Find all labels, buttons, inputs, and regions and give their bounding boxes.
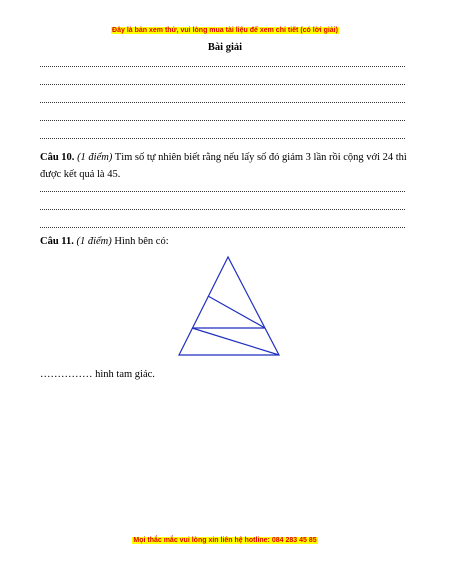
dotted-answer-line bbox=[40, 120, 405, 121]
dotted-answer-line bbox=[40, 191, 405, 192]
lower-diagonal-segment bbox=[192, 328, 279, 355]
question-10-text-line1: Tìm số tự nhiên biết rằng nếu lấy số đó giảm 3 lần rồi cộng với 24 thì bbox=[112, 152, 407, 163]
question-10-points: (1 điểm) bbox=[77, 152, 113, 163]
dotted-answer-line bbox=[40, 66, 405, 67]
solution-title: Bài giải bbox=[207, 42, 243, 53]
question-11-points: (1 điểm) bbox=[76, 236, 112, 247]
answer-blank: …………… hình tam giác. bbox=[40, 369, 155, 380]
footer-banner: Mọi thắc mắc vui lòng xin liên hệ hotline: 084 283 45 85 bbox=[133, 537, 317, 544]
question-11-text: Hình bên có: bbox=[111, 236, 169, 247]
dotted-answer-line bbox=[40, 84, 405, 85]
question-10 bbox=[40, 149, 410, 183]
header-banner: Đây là bản xem thử, vui lòng mua tài liệu để xem chi tiết (có lời giải) bbox=[112, 27, 338, 34]
dotted-answer-line bbox=[40, 102, 405, 103]
triangle-figure bbox=[175, 255, 285, 359]
question-10-label: Câu 10. bbox=[40, 152, 75, 163]
dotted-answer-line bbox=[40, 138, 405, 139]
outer-triangle bbox=[179, 257, 279, 355]
dotted-answer-line bbox=[40, 209, 405, 210]
question-11-label: Câu 11. bbox=[40, 236, 74, 247]
dotted-answer-line bbox=[40, 227, 405, 228]
question-11 bbox=[40, 233, 410, 250]
question-10-text-line2: được kết quả là 45. bbox=[40, 169, 121, 180]
